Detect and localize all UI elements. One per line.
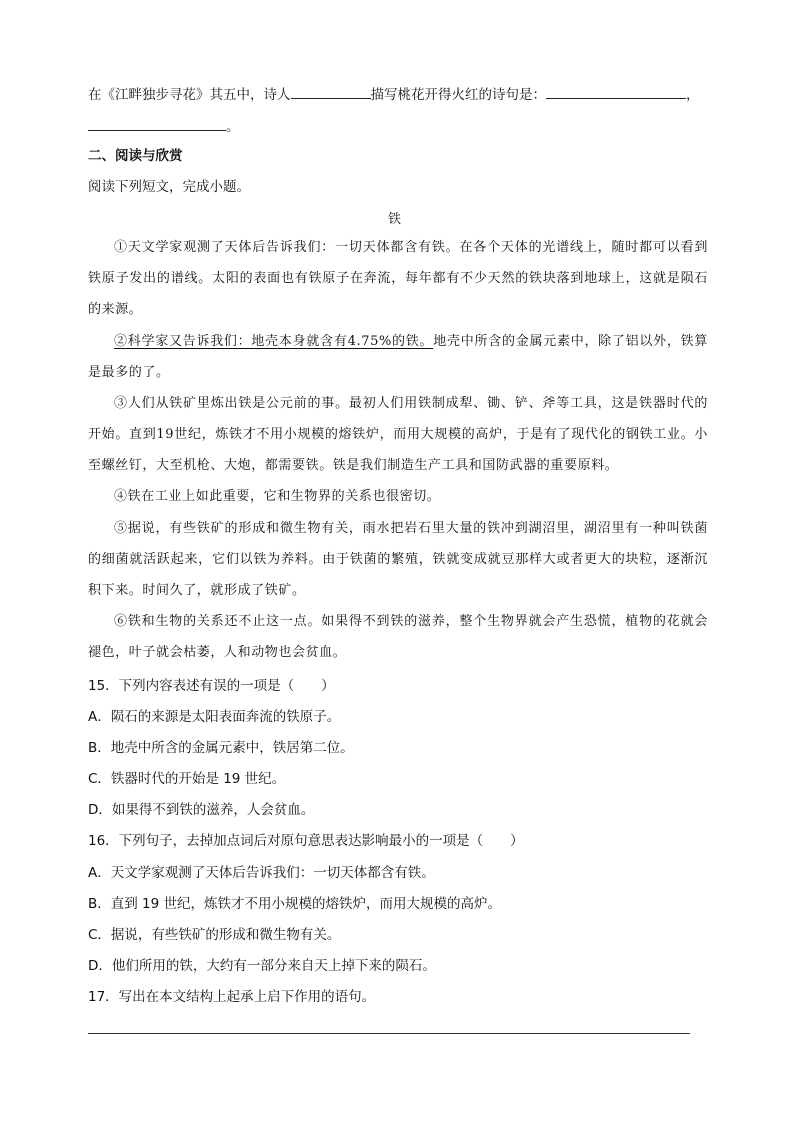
- question-16-option-d[interactable]: D．他们所用的铁，大约有一部分来自天上掉下来的陨石。: [88, 958, 436, 974]
- question-15-option-c[interactable]: C．铁器时代的开始是 19 世纪。: [88, 771, 286, 787]
- question-17-stem: 17．写出在本文结构上起承上启下作用的语句。: [88, 989, 376, 1005]
- article-paragraph-5: ⑤据说，有些铁矿的形成和微生物有关，雨水把岩石里大量的铁冲到湖沼里，湖沼里有一种叫铁菌的细菌就活跃起来，它们以铁为养料。由于铁菌的繁殖，铁就变成就豆那样大或者更大的块粒，逐渐沉积下来。时间久了，就形成了铁矿。: [88, 521, 708, 598]
- fill-in-comma: ，: [686, 87, 700, 103]
- poem-line-blank-1[interactable]: [546, 84, 686, 99]
- article-paragraph-4: ④铁在工业上如此重要，它和生物界的关系也很密切。: [114, 489, 441, 504]
- poet-blank[interactable]: [291, 84, 371, 99]
- section-instruction: 阅读下列短文，完成小题。: [88, 179, 250, 195]
- question-16-option-b[interactable]: B．直到 19 世纪，炼铁才不用小规模的熔铁炉，而用大规模的高炉。: [88, 896, 502, 912]
- article-paragraph-3: ③人们从铁矿里炼出铁是公元前的事。最初人们用铁制成犁、锄、铲、斧等工具，这是铁器时代的开始。直到19世纪，炼铁才不用小规模的熔铁炉，而用大规模的高炉，于是有了现代化的钢铁工业。小至螺丝钉，大至机枪、大炮，都需要铁。铁是我们制造生产工具和国防武器的重要原料。: [88, 396, 708, 473]
- poem-fill-in-question: [88, 84, 700, 105]
- question-15-stem: 15．下列内容表述有误的一项是（ ）: [88, 678, 335, 694]
- article-title: 铁: [388, 212, 402, 227]
- answer-line[interactable]: [88, 1033, 690, 1034]
- article-paragraph-2: [88, 326, 708, 388]
- poem-line-blank-2[interactable]: [88, 116, 226, 131]
- paragraph-2-rest: 地壳中所含的金属元素中，除了铝以外，铁算是最多的了。: [88, 334, 708, 380]
- fill-in-prefix: 在《江畔独步寻花》其五中，诗人: [88, 87, 291, 103]
- question-15-option-a[interactable]: A．陨石的来源是太阳表面奔流的铁原子。: [88, 709, 341, 725]
- section-title: 二、阅读与欣赏: [88, 148, 183, 164]
- question-15-option-d[interactable]: D．如果得不到铁的滋养，人会贫血。: [88, 802, 315, 818]
- question-16-stem: 16．下列句子，去掉加点词后对原句意思表达影响最小的一项是（ ）: [88, 833, 524, 849]
- poem-fill-in-continuation: [88, 116, 240, 137]
- question-16-option-a[interactable]: A．天文学家观测了天体后告诉我们：一切天体都含有铁。: [88, 865, 435, 881]
- underlined-sentence: ②科学家又告诉我们：地壳本身就含有4.75%的铁。: [114, 334, 434, 349]
- question-15-option-b[interactable]: B．地壳中所含的金属元素中，铁居第二位。: [88, 740, 354, 756]
- fill-in-period: 。: [226, 119, 240, 135]
- article-paragraph-1: ①天文学家观测了天体后告诉我们：一切天体都含有铁。在各个天体的光谱线上，随时都可以看到铁原子发出的谱线。太阳的表面也有铁原子在奔流，每年都有不少天然的铁块落到地球上，这就是陨石的来源。: [88, 240, 708, 317]
- fill-in-middle: 描写桃花开得火红的诗句是：: [370, 87, 546, 103]
- article-paragraph-6: ⑥铁和生物的关系还不止这一点。如果得不到铁的滋养，整个生物界就会产生恐慌，植物的花就会褪色，叶子就会枯萎，人和动物也会贫血。: [88, 614, 708, 660]
- question-16-option-c[interactable]: C．据说，有些铁矿的形成和微生物有关。: [88, 927, 341, 943]
